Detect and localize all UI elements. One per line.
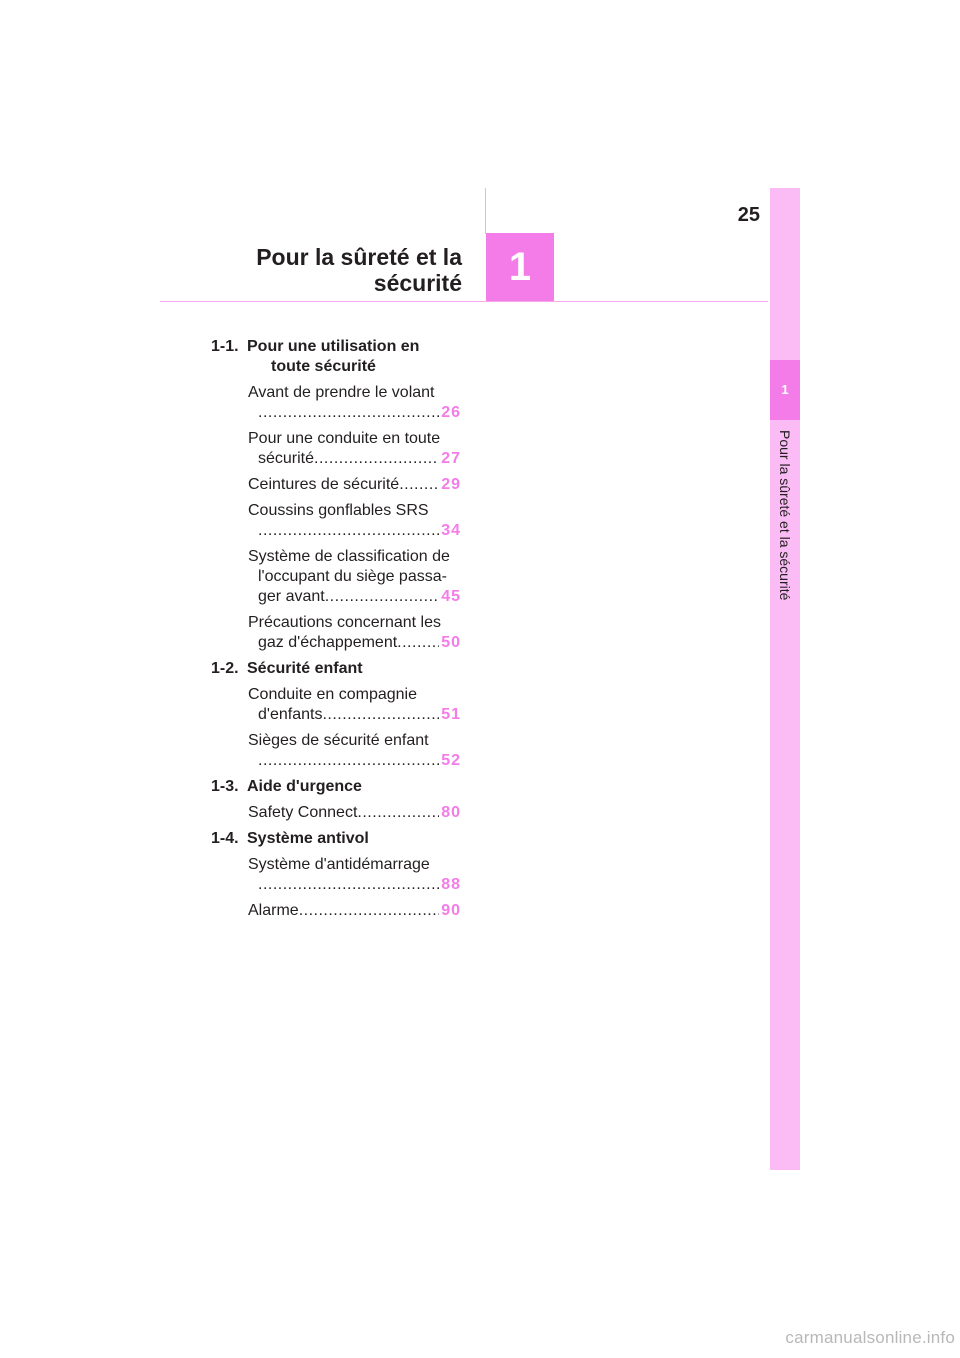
- chapter-title: [160, 244, 462, 296]
- table-of-contents: [211, 337, 461, 927]
- page-link[interactable]: 80: [441, 804, 461, 821]
- page-link[interactable]: 88: [441, 876, 461, 893]
- toc-section-1-4: [211, 829, 461, 921]
- leader-dots: [258, 875, 439, 895]
- toc-entry-gaz-echappement[interactable]: [211, 613, 461, 653]
- toc-entry-alarme[interactable]: [211, 901, 461, 921]
- chapter-title-line-2: sécurité: [373, 270, 462, 296]
- leader-dots: [314, 449, 439, 469]
- leader-dots: [258, 403, 439, 423]
- entry-text-line-1: Système d'antidémarrage: [248, 856, 430, 873]
- toc-entry-safety-connect[interactable]: [211, 803, 461, 823]
- page-link[interactable]: 45: [441, 588, 461, 605]
- section-title-line-2: toute sécurité: [271, 358, 376, 375]
- side-tab-label: Pour la sûreté et la sécurité: [777, 430, 793, 601]
- toc-entry-sieges-securite-enfant[interactable]: [211, 731, 461, 771]
- toc-entry-antidemarrage[interactable]: [211, 855, 461, 895]
- leader-dots: [357, 803, 439, 823]
- chapter-title-line-1: Pour la sûreté et la: [256, 244, 462, 270]
- entry-text-line-2: gaz d'échappement: [258, 634, 398, 651]
- section-title-line-1: Pour une utilisation en: [247, 338, 420, 355]
- section-number: 1-2.: [211, 660, 239, 677]
- toc-entry-conduite-enfants[interactable]: [211, 685, 461, 725]
- entry-text-line-1: Pour une conduite en toute: [248, 430, 441, 447]
- side-tab-number[interactable]: 1: [770, 360, 800, 420]
- page-link[interactable]: 51: [441, 706, 461, 723]
- entry-text-line-2: d'enfants: [258, 706, 323, 723]
- leader-dots: [325, 587, 439, 607]
- section-title-line-1: Aide d'urgence: [247, 778, 362, 795]
- page-number: 25: [737, 204, 760, 226]
- entry-text-line-1: Alarme: [248, 902, 299, 919]
- entry-text-line-1: Avant de prendre le volant: [248, 384, 435, 401]
- toc-entry-coussins-gonflables[interactable]: [211, 501, 461, 541]
- section-title: [211, 829, 461, 849]
- entry-text-line-1: Système de classification de: [248, 548, 450, 565]
- section-number: 1-4.: [211, 830, 239, 847]
- leader-dots: [399, 475, 439, 495]
- entry-text-line-1: Conduite en compagnie: [248, 686, 418, 703]
- toc-section-1-3: [211, 777, 461, 823]
- page-link[interactable]: 52: [441, 752, 461, 769]
- section-title: [211, 777, 461, 797]
- leader-dots: [258, 521, 439, 541]
- page-link[interactable]: 26: [441, 404, 461, 421]
- entry-text-line-1: Coussins gonflables SRS: [248, 502, 429, 519]
- section-number: 1-3.: [211, 778, 239, 795]
- leader-dots: [258, 751, 439, 771]
- section-title-line-1: Sécurité enfant: [247, 660, 363, 677]
- page-link[interactable]: 50: [441, 634, 461, 651]
- page-link[interactable]: 27: [441, 450, 461, 467]
- toc-entry-ceintures[interactable]: [211, 475, 461, 495]
- leader-dots: [397, 633, 439, 653]
- entry-text-line-1: Safety Connect: [248, 804, 358, 821]
- leader-dots: [299, 901, 440, 921]
- chapter-number-box: 1: [486, 233, 554, 301]
- page-link[interactable]: 90: [441, 902, 461, 919]
- entry-text-line-2: l'occupant du siège passa-: [258, 568, 447, 585]
- entry-text-line-1: Ceintures de sécurité: [248, 476, 400, 493]
- side-tab-strip: [770, 188, 800, 1170]
- leader-dots: [322, 705, 439, 725]
- toc-section-1-2: [211, 659, 461, 771]
- entry-text-line-1: Précautions concernant les: [248, 614, 441, 631]
- section-title: [211, 659, 461, 679]
- toc-entry-systeme-classification[interactable]: [211, 547, 461, 607]
- toc-entry-avant-de-prendre-le-volant[interactable]: [211, 383, 461, 423]
- header-divider-vertical: [485, 188, 486, 234]
- entry-text-line-2: sécurité: [258, 450, 315, 467]
- toc-entry-pour-une-conduite[interactable]: [211, 429, 461, 469]
- section-title-line-1: Système antivol: [247, 830, 369, 847]
- header-divider-horizontal: [160, 301, 768, 302]
- entry-text-line-1: Sièges de sécurité enfant: [248, 732, 429, 749]
- toc-section-1-1: [211, 337, 461, 653]
- page-link[interactable]: 29: [441, 476, 461, 493]
- section-title: [211, 337, 461, 377]
- watermark: carmanualsonline.info: [785, 1328, 955, 1347]
- page-link[interactable]: 34: [441, 522, 461, 539]
- entry-text-line-3: ger avant: [258, 588, 325, 605]
- section-number: 1-1.: [211, 338, 239, 355]
